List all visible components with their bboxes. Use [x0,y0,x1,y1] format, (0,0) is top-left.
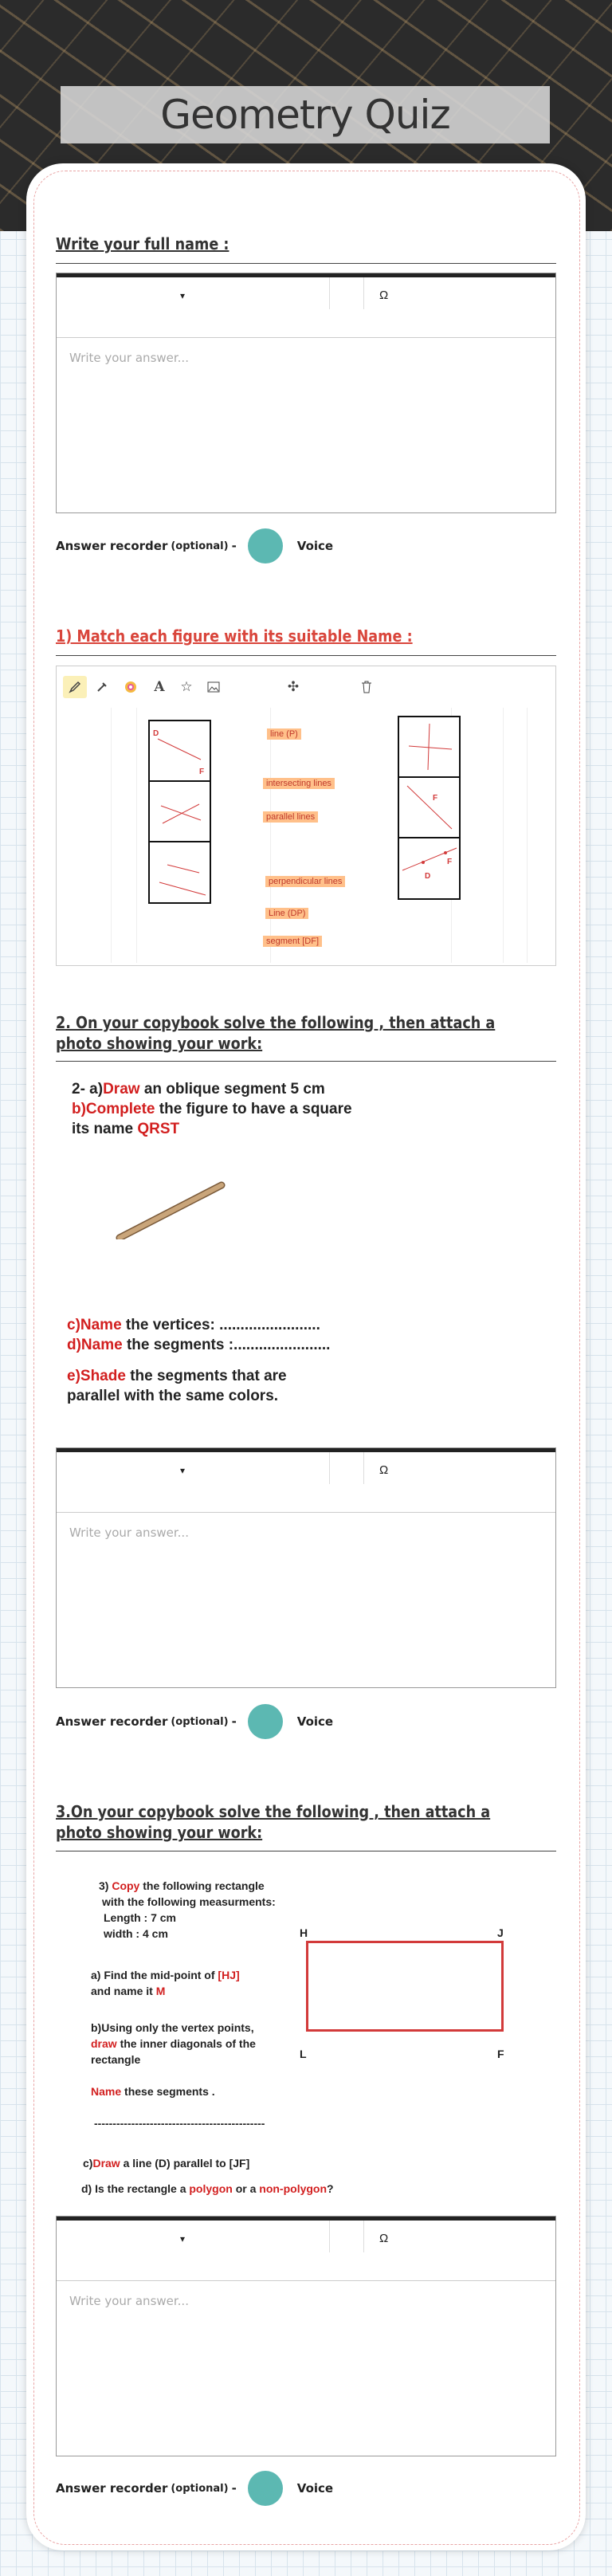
q3-part-d: d) Is the rectangle a polygon or a non-polygon? [81,2182,334,2195]
move-icon[interactable]: ✣ [287,679,300,694]
trash-icon[interactable] [355,676,379,698]
voice-label: Voice [296,539,334,553]
recorder-label: Answer recorder [56,2481,168,2496]
label-intersecting-lines[interactable]: intersecting lines [263,778,335,789]
vertex-label: F [199,768,205,776]
q2-instructions [72,1079,352,1139]
whiteboard[interactable] [56,666,556,966]
figure-left-3 [148,841,211,904]
recorder-dash: - [231,539,237,553]
answer-textarea[interactable]: Write your answer... [69,1526,189,1540]
recorder-dash: - [231,1714,237,1729]
title-box [61,86,550,143]
page-title: Geometry Quiz [160,92,450,138]
label-line-dp[interactable]: Line (DP) [265,908,308,919]
editor-toolbar [57,2217,555,2281]
figure-right-1 [398,716,461,779]
recorder-optional: (optional) [171,2482,229,2495]
q3-part-b: b)Using only the vertex points, draw the inner diagonals of the rectangle [91,2021,256,2066]
q2-line-d: d)Name the segments :....................... [67,1337,331,1353]
q2-line-e2: parallel with the same colors. [67,1388,279,1404]
q2-instructions-2 [67,1315,330,1406]
divider [56,1851,556,1852]
voice-label: Voice [296,1714,334,1729]
recorder-label: Answer recorder [56,1714,168,1729]
answer-textarea[interactable]: Write your answer... [69,351,189,365]
vertex-f: F [497,2048,504,2060]
q2-line-c: c)Name the vertices: ........................ [67,1317,320,1333]
vertex-h: H [300,1926,308,1939]
recorder-optional: (optional) [171,1715,229,1728]
omega-icon[interactable]: Ω [379,1463,389,1477]
color-wheel-icon[interactable] [119,676,143,698]
q2-line-e: e)Shade the segments that are [67,1368,287,1384]
separator [329,277,330,309]
q3-part-c: c)Draw a line (D) parallel to [JF] [83,2157,250,2170]
omega-icon[interactable]: Ω [379,2232,389,2245]
figure-left-1 [148,720,211,783]
answer-editor-2[interactable] [56,1447,556,1688]
question-2-title: 2. On your copybook solve the following , then attach a photo showing your work: [56,1013,496,1053]
recorder-dash: - [231,2481,237,2496]
answer-editor-3[interactable] [56,2216,556,2456]
marker-icon[interactable] [90,676,114,698]
dropdown-icon[interactable]: ▾ [180,2233,186,2244]
dropdown-icon[interactable]: ▾ [180,1465,186,1476]
separator [363,277,364,309]
answer-textarea[interactable]: Write your answer... [69,2294,189,2308]
answer-editor-1[interactable] [56,273,556,513]
image-icon[interactable] [202,676,226,698]
dropdown-icon[interactable]: ▾ [180,290,186,301]
q3-part-a: a) Find the mid-point of [HJ] and name it M [91,1969,240,1997]
pencil-icon[interactable] [63,676,87,698]
separator [329,1452,330,1484]
voice-record-button[interactable] [248,528,283,564]
recorder-optional: (optional) [171,540,229,552]
rectangle-hjfl [306,1941,504,2032]
q3-dashes: ---------------------------------------------- [94,2117,265,2130]
vertex-j: J [497,1926,504,1939]
grid-line [111,708,112,963]
separator [363,1452,364,1484]
voice-record-button[interactable] [248,1704,283,1739]
star-icon[interactable]: ☆ [180,679,193,694]
label-parallel-lines[interactable]: parallel lines [263,811,318,823]
grid-line [527,708,528,963]
divider [56,263,556,264]
vertex-label: F [433,794,438,803]
separator [363,2221,364,2252]
q3-name-segments: Name these segments . [91,2085,215,2098]
label-perpendicular-lines[interactable]: perpendicular lines [265,876,345,887]
grid-line [136,708,137,963]
label-segment-df[interactable]: segment [DF] [263,936,322,947]
q3-copy-instructions: 3) Copy the following rectangle with the following measurments: Length : 7 cm width : 4 cm [99,1879,276,1940]
vertex-label: D [153,729,159,738]
vertex-label: D [425,872,431,881]
answer-recorder [56,528,333,564]
separator [329,2221,330,2252]
question-3-title: 3.On your copybook solve the following , then attach a photo showing your work: [56,1802,491,1842]
omega-icon[interactable]: Ω [379,289,389,302]
editor-toolbar [57,1448,555,1513]
divider [56,655,556,656]
figure-right-3 [398,837,461,900]
label-line-p[interactable]: line (P) [267,728,301,740]
editor-toolbar [57,273,555,338]
text-icon[interactable]: A [154,679,165,695]
oblique-segment-image [112,1176,231,1239]
whiteboard-toolbar [57,666,555,708]
divider [56,1061,556,1062]
voice-label: Voice [296,2481,334,2496]
voice-record-button[interactable] [248,2471,283,2506]
recorder-label: Answer recorder [56,539,168,553]
q2-line-b2: its name QRST [72,1121,180,1137]
question-name-title: Write your full name : [56,234,230,253]
figure-right-2 [398,776,461,839]
answer-recorder [56,2471,333,2506]
grid-line [270,708,271,963]
figure-left-2 [148,780,211,843]
q2-line-a: 2- a)Draw an oblique segment 5 cm [72,1081,325,1098]
q2-line-b: b)Complete the figure to have a square [72,1101,352,1117]
vertex-label: F [447,858,453,866]
vertex-l: L [300,2048,307,2060]
question-1-title: 1) Match each figure with its suitable Name : [56,626,413,646]
grid-line [503,708,504,963]
answer-recorder [56,1704,333,1739]
